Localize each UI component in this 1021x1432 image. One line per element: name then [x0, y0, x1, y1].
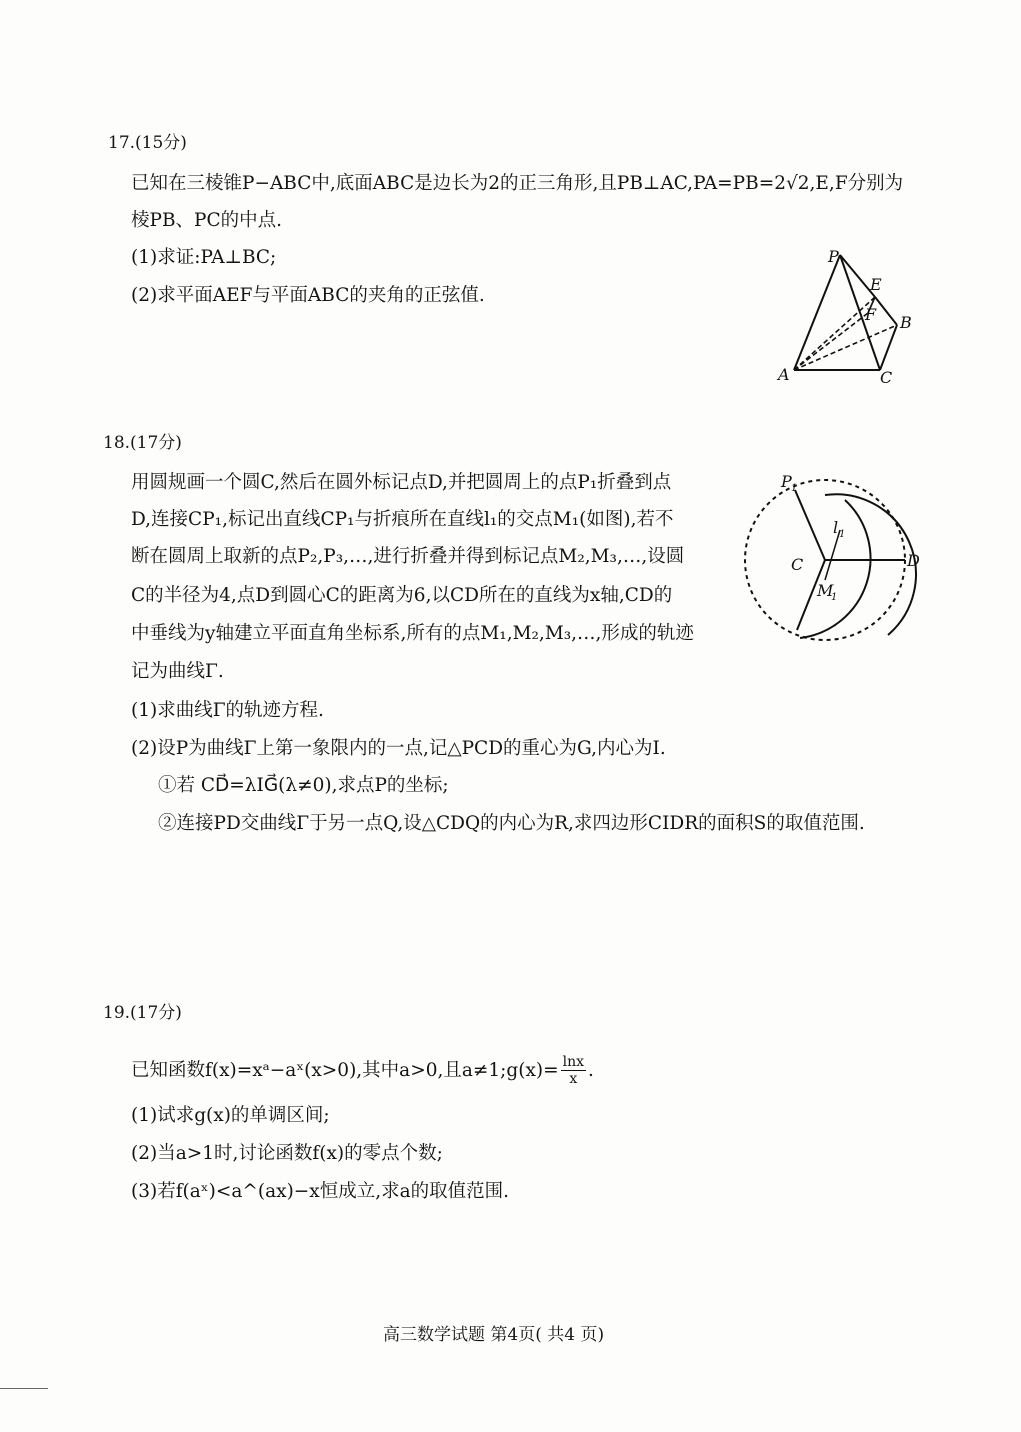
- q18-part1: (1)求曲线Γ的轨迹方程.: [131, 700, 324, 721]
- q18-part2: (2)设P为曲线Γ上第一象限内的一点,记△PCD的重心为G,内心为I.: [131, 738, 666, 759]
- circle-fold-figure: [735, 470, 935, 650]
- label-P: P: [828, 247, 839, 266]
- q18-stem-line1: 用圆规画一个圆C,然后在圆外标记点D,并把圆周上的点P₁折叠到点: [131, 472, 672, 493]
- q18-stem-line2: D,连接CP₁,标记出直线CP₁与折痕所在直线l₁的交点M₁(如图),若不: [131, 509, 674, 530]
- q19-header: 19.(17分): [103, 1003, 182, 1023]
- q19-part3: (3)若f(aˣ)<a^(ax)−x恒成立,求a的取值范围.: [131, 1181, 510, 1202]
- q18-part2-sub1: ①若 CD⃗=λIG⃗(λ≠0),求点P的坐标;: [158, 775, 449, 796]
- q18-stem-line6: 记为曲线Γ.: [131, 661, 224, 682]
- label-l1: l: [833, 518, 839, 537]
- q19-part1: (1)试求g(x)的单调区间;: [131, 1105, 330, 1126]
- label-C: C: [791, 555, 804, 574]
- q17-stem-line1: 已知在三棱锥P−ABC中,底面ABC是边长为2的正三角形,且PB⊥AC,PA=PB=2√2,E,F分别为: [131, 173, 904, 194]
- q18-stem-line5: 中垂线为y轴建立平面直角坐标系,所有的点M₁,M₂,M₃,…,形成的轨迹: [131, 623, 694, 644]
- q19-stem-end: .: [588, 1059, 594, 1081]
- label-E: E: [870, 275, 882, 294]
- q18-header: 18.(17分): [103, 433, 182, 453]
- svg-text:1: 1: [831, 592, 838, 603]
- q18-stem-line3: 断在圆周上取新的点P₂,P₃,…,进行折叠并得到标记点M₂,M₃,…,设圆: [131, 546, 685, 567]
- tetrahedron-figure: [770, 240, 940, 390]
- q19-fraction-den: x: [569, 1071, 578, 1087]
- svg-text:1: 1: [791, 483, 798, 494]
- label-M1: M: [817, 581, 834, 600]
- q19-stem: [131, 1054, 594, 1087]
- label-C: C: [880, 368, 893, 387]
- label-D: D: [907, 551, 920, 570]
- page-footer: 高三数学试题 第4页( 共4 页): [383, 1325, 605, 1345]
- q17-header: 17.(15分): [108, 133, 187, 153]
- q18-stem-line4: C的半径为4,点D到圆心C的距离为6,以CD所在的直线为x轴,CD的: [131, 585, 673, 606]
- label-P1: P: [781, 472, 792, 491]
- q18-part2-sub2: ②连接PD交曲线Γ于另一点Q,设△CDQ的内心为R,求四边形CIDR的面积S的取值范围.: [158, 813, 865, 834]
- q17-part2: (2)求平面AEF与平面ABC的夹角的正弦值.: [131, 285, 485, 306]
- label-F: F: [865, 305, 877, 324]
- q17-stem-line2: 棱PB、PC的中点.: [131, 210, 283, 231]
- q19-fraction-num: lnx: [562, 1054, 584, 1070]
- label-B: B: [900, 313, 912, 332]
- q19-part2: (2)当a>1时,讨论函数f(x)的零点个数;: [131, 1143, 443, 1164]
- q19-stem-text: 已知函数f(x)=xᵃ−aˣ(x>0),其中a>0,且a≠1;g(x)=: [131, 1059, 559, 1081]
- q19-fraction: [561, 1054, 586, 1087]
- scan-mark: [0, 1388, 48, 1389]
- svg-text:1: 1: [839, 529, 846, 540]
- q17-part1: (1)求证:PA⊥BC;: [131, 247, 277, 268]
- label-A: A: [778, 365, 790, 384]
